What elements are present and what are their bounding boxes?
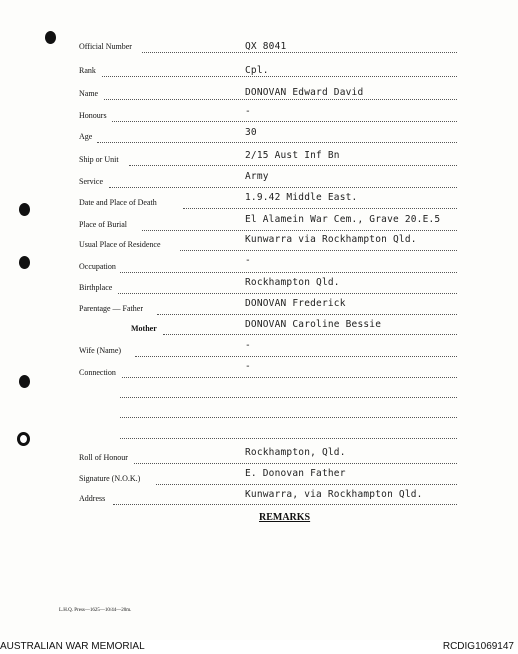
field-label-official-number: Official Number (79, 42, 132, 51)
field-line (142, 52, 457, 53)
field-value-date-place-of-death: 1.9.42 Middle East. (245, 192, 358, 203)
blank-line (120, 417, 457, 418)
field-line (163, 334, 457, 335)
field-value-address: Kunwarra, via Rockhampton Qld. (245, 489, 423, 500)
field-value-wife: - (245, 340, 251, 351)
field-label-place-of-burial: Place of Burial (79, 220, 127, 229)
field-label-ship-or-unit: Ship or Unit (79, 155, 119, 164)
blank-line (120, 438, 457, 439)
field-value-place-of-burial: El Alamein War Cem., Grave 20.E.5 (245, 214, 441, 225)
field-line (129, 165, 457, 166)
field-label-mother: Mother (131, 324, 157, 333)
archive-name: AUSTRALIAN WAR MEMORIAL (0, 641, 145, 652)
field-line (104, 99, 457, 100)
field-value-age: 30 (245, 127, 257, 138)
field-label-signature: Signature (N.O.K.) (79, 474, 141, 483)
field-line (112, 121, 457, 122)
punch-hole (45, 31, 56, 44)
field-value-father: DONOVAN Frederick (245, 298, 346, 309)
field-label-roll-of-honour: Roll of Honour (79, 453, 128, 462)
field-label-connection: Connection (79, 368, 116, 377)
field-line (113, 504, 457, 505)
field-line (97, 142, 457, 143)
field-line (120, 272, 457, 273)
field-value-roll-of-honour: Rockhampton, Qld. (245, 447, 346, 458)
field-label-birthplace: Birthplace (79, 283, 113, 292)
field-value-name: DONOVAN Edward David (245, 87, 364, 98)
field-label-age: Age (79, 132, 93, 141)
field-value-ship-or-unit: 2/15 Aust Inf Bn (245, 150, 340, 161)
field-label-father: Parentage — Father (79, 304, 143, 313)
field-label-rank: Rank (79, 66, 96, 75)
field-label-occupation: Occupation (79, 262, 116, 271)
field-value-service: Army (245, 171, 269, 182)
field-line (156, 484, 457, 485)
field-line (135, 356, 457, 357)
field-line (109, 187, 457, 188)
remarks-heading: REMARKS (259, 512, 311, 523)
field-value-birthplace: Rockhampton Qld. (245, 277, 340, 288)
archive-footer (0, 640, 518, 654)
blank-line (120, 397, 457, 398)
punch-hole (19, 375, 30, 388)
punch-hole (19, 203, 30, 216)
punch-hole (19, 256, 30, 269)
field-line (183, 208, 457, 209)
field-label-date-place-of-death: Date and Place of Death (79, 198, 157, 207)
field-value-honours: - (245, 106, 251, 117)
punch-hole (17, 432, 30, 446)
printer-note: L.H.Q. Press—1625—10/44—20m. (59, 608, 132, 613)
field-value-signature: E. Donovan Father (245, 468, 346, 479)
field-value-mother: DONOVAN Caroline Bessie (245, 319, 382, 330)
field-value-rank: Cpl. (245, 65, 269, 76)
field-value-occupation: - (245, 255, 251, 266)
field-label-usual-residence: Usual Place of Residence (79, 240, 161, 249)
field-label-service: Service (79, 177, 103, 186)
field-line (122, 377, 457, 378)
record-id: RCDIG1069147 (442, 641, 514, 652)
field-line (134, 463, 457, 464)
field-line (118, 293, 457, 294)
field-value-connection: - (245, 361, 251, 372)
field-label-address: Address (79, 494, 106, 503)
field-value-official-number: QX 8041 (245, 41, 287, 52)
field-line (180, 250, 457, 251)
field-line (142, 230, 457, 231)
field-label-name: Name (79, 89, 99, 98)
field-label-honours: Honours (79, 111, 107, 120)
field-line (157, 314, 457, 315)
field-label-wife: Wife (Name) (79, 346, 122, 355)
field-value-usual-residence: Kunwarra via Rockhampton Qld. (245, 234, 417, 245)
field-line (102, 76, 457, 77)
